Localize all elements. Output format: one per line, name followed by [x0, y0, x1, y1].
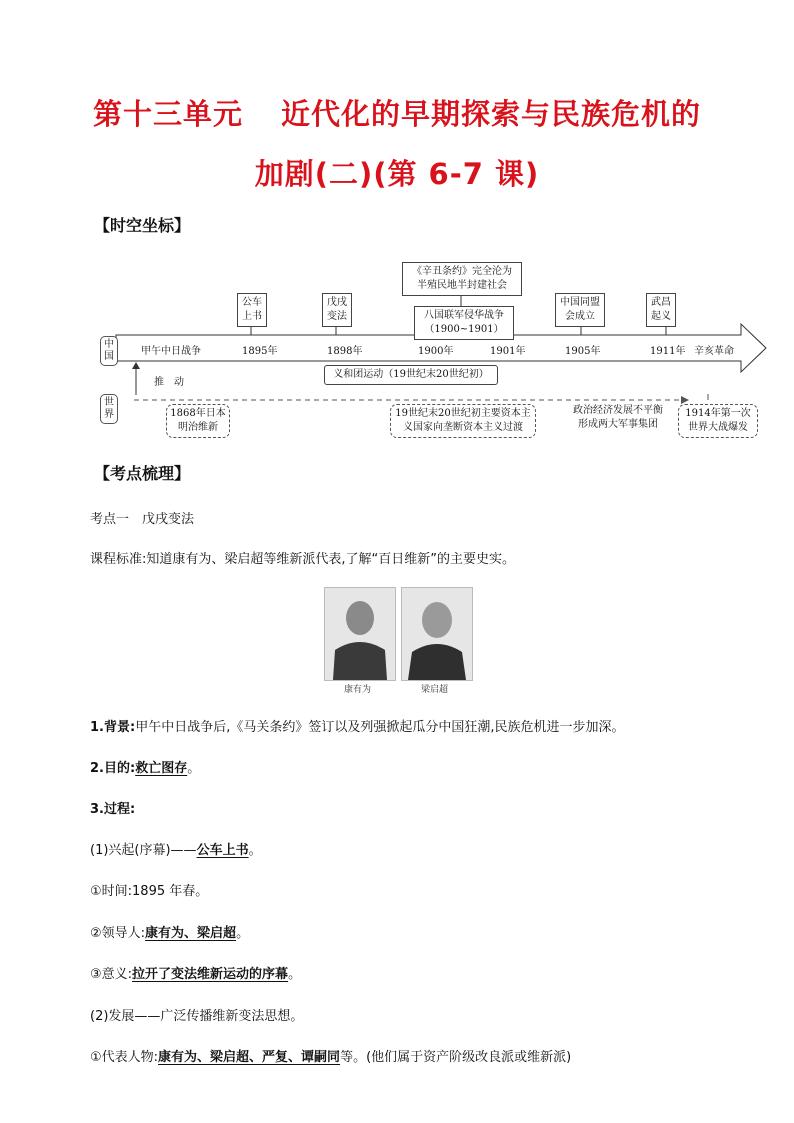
event-eight-nation-war [414, 306, 514, 340]
leaders-text: ②领导人: [90, 926, 146, 941]
axis-label-1911: 1911年 [650, 346, 686, 357]
world-event-meiji: 1868年日本明治维新 [166, 404, 230, 438]
background-label: 1.背景: [90, 720, 136, 735]
event-boxer-movement: 义和团运动（19世纪末20世纪初） [324, 365, 498, 385]
paragraph-purpose [90, 757, 200, 776]
portrait-kang-youwei [324, 587, 396, 681]
photo-caption-liang-qichao: 梁启超 [421, 685, 449, 695]
unit-title: 近代化的早期探索与民族危机的 [281, 97, 702, 131]
axis-label-xinhai-revolution: 辛亥革命 [694, 346, 734, 357]
axis-label-1898: 1898年 [327, 346, 363, 357]
paragraph-process [90, 798, 135, 817]
representatives-end: 等。(他们属于资产阶级改良派或维新派) [340, 1050, 572, 1065]
axis-label-1895: 1895年 [242, 346, 278, 357]
paragraph-leaders [90, 922, 249, 941]
point-1-heading: 考点一 戊戌变法 [90, 512, 195, 527]
purpose-keyword: 救亡图存 [135, 761, 188, 776]
background-text: 甲午中日战争后,《马关条约》签订以及列强掀起瓜分中国狂潮,民族危机进一步加深。 [135, 720, 625, 735]
paragraph-background [90, 716, 624, 735]
timeline-heading: 【时空坐标】 [94, 216, 191, 235]
representatives-text: ①代表人物: [90, 1050, 159, 1065]
axis-label-sino-japanese-war: 甲午中日战争 [141, 346, 201, 357]
unit-number: 第十三单元 [92, 97, 243, 131]
process-label: 3.过程: [90, 802, 136, 817]
leaders-keyword: 康有为、梁启超 [145, 926, 237, 941]
event-gongche-shangshu: 公车上书 [237, 293, 267, 327]
paragraph-representatives [90, 1046, 571, 1065]
significance-end: 。 [288, 967, 302, 982]
eight-nation-war-years: （1900~1901） [424, 324, 504, 335]
review-heading: 【考点梳理】 [94, 464, 191, 483]
xinchou-treaty-line-2: 半殖民地半封建社会 [417, 280, 507, 291]
world-label: 世界 [100, 394, 118, 424]
photo-caption-kang-youwei: 康有为 [344, 685, 372, 695]
event-xinchou-treaty [402, 262, 522, 296]
push-label: 推 动 [154, 377, 184, 388]
portrait-liang-qichao-image [402, 588, 472, 680]
eight-nation-war-title: 八国联军侵华战争 [424, 310, 504, 321]
significance-keyword: 拉开了变法维新运动的序幕 [132, 967, 289, 982]
axis-label-1901: 1901年 [490, 346, 526, 357]
xinchou-treaty-line-1: 《辛丑条约》完全沦为 [412, 266, 512, 277]
page-title-line-1 [0, 92, 794, 133]
world-event-ww1: 1914年第一次世界大战爆发 [678, 404, 758, 438]
paragraph-development: (2)发展——广泛传播维新变法思想。 [90, 1009, 304, 1024]
world-event-monopoly-capitalism: 19世纪末20世纪初主要资本主义国家向垄断资本主义过渡 [390, 404, 536, 438]
timeline-diagram [96, 258, 768, 440]
paragraph-significance [90, 963, 301, 982]
rise-text: (1)兴起(序幕)—— [90, 843, 197, 858]
event-tongmenghui: 中国同盟会成立 [555, 293, 605, 327]
portrait-liang-qichao [401, 587, 473, 681]
page-title-line-2: 加剧(二)(第 6-7 课) [254, 157, 540, 191]
event-wuchang-uprising: 武昌起义 [646, 293, 676, 327]
rise-keyword: 公车上书 [196, 843, 249, 858]
axis-label-1905: 1905年 [565, 346, 601, 357]
portrait-kang-youwei-image [325, 588, 395, 680]
paragraph-rise [90, 839, 262, 858]
world-event-two-blocs: 政治经济发展不平衡形成两大军事集团 [570, 402, 666, 434]
paragraph-time: ①时间:1895 年春。 [90, 884, 209, 899]
purpose-label: 2.目的: [90, 761, 136, 776]
leaders-end: 。 [236, 926, 250, 941]
event-wuxu-reform: 戊戌变法 [322, 293, 352, 327]
china-label: 中国 [100, 336, 118, 366]
axis-label-1900: 1900年 [418, 346, 454, 357]
course-standard: 课程标准:知道康有为、梁启超等维新派代表,了解“百日维新”的主要史实。 [90, 552, 515, 567]
rise-end: 。 [248, 843, 262, 858]
representatives-keyword: 康有为、梁启超、严复、谭嗣同 [158, 1050, 341, 1065]
purpose-end: 。 [187, 761, 201, 776]
significance-text: ③意义: [90, 967, 133, 982]
